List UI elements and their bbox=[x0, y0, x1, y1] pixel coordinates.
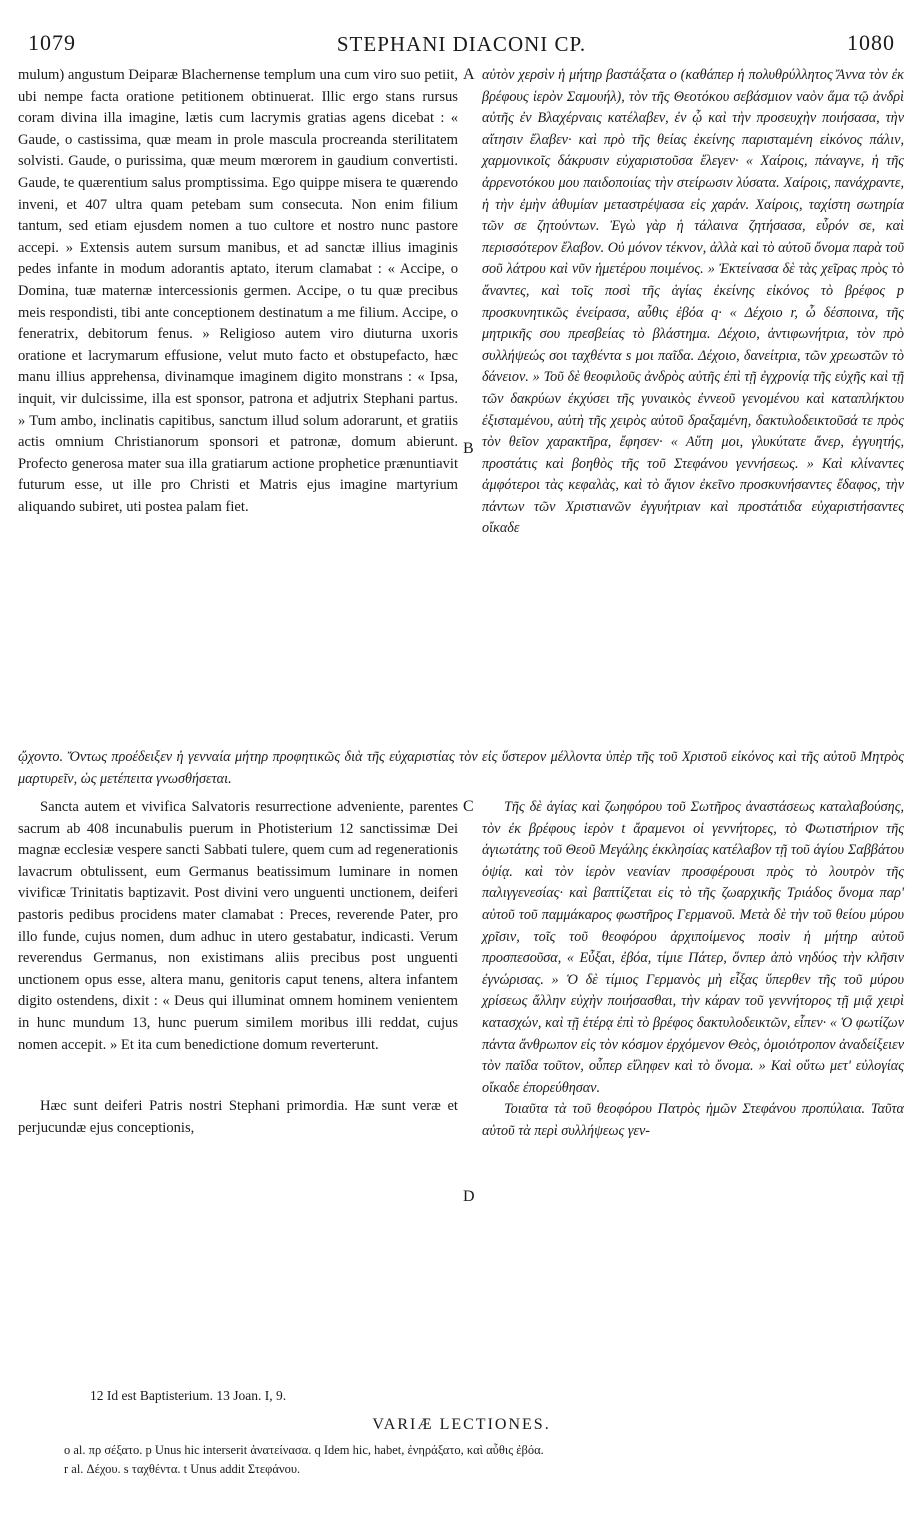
latin-column-top bbox=[18, 65, 458, 518]
greek-continuation-line: ᾤχοντο. Ὄντως προέδειξεν ἡ γενναία μήτηρ προφητικῶς διὰ τῆς εὐχαριστίας τὸν εἰς ὕστερον μέλλοντα ὑπὲρ τῆς τοῦ Χριστοῦ εἰκόνος καὶ τῆς αὐτοῦ Μητρὸς μαρτυρεῖν, ὡς μετέπειτα γνωσθήσεται. bbox=[18, 749, 904, 787]
margin-marker-a: A bbox=[463, 66, 475, 83]
greek-paragraph-2: Τῆς δὲ ἁγίας καὶ ζωηφόρου τοῦ Σωτῆρος ἀναστάσεως καταλαβούσης, τὸν ἐκ βρέφους ἱερὸν t ἄραμενοι οἱ γεννήτορες, τὸ Φωτιστήριον τῆς ἁγιωτάτης τοῦ Θεοῦ Μεγάλης ἐκκλησίας κατέλαβον τῇ τοῦ ἁγίου Σαββάτου ὀψίᾳ. καὶ τὸν ἱερὸν νεανίαν προσφέρουσι πρὸς τὸ λουτρὸν τῆς παλιγγενεσίας· καὶ βαπτίζεται εἰς τὸ τῆς ζωαρχικῆς Τριάδος ὄνομα παρ' αὐτοῦ τοῦ παμμάκαρος φωστῆρος Γερμανοῦ. Μετὰ δὲ τὴν τοῦ θείου μύρου χρῖσιν, τοῖς τοῦ θεοφόρου ἀρχιποίμενος ποσὶν ἡ μήτηρ αὐτοῦ προσπεσοῦσα, « Εὖξαι, ἐβόα, τίμιε Πάτερ, ὅνπερ ἀπὸ νηδύος τὴν κλῆσιν ἐγνώρισας. » Ὁ δὲ τίμιος Γερμανὸς μὴ εἶξας ὕπερθεν τῆς τοῦ μύρου χρίσεως ἄλλην εὐχὴν ποιήσασθαι, τὴν κάραν τοῦ γεννήτορος τῇ μιᾷ χειρὶ κατασχών, καὶ τῇ ἑτέρᾳ ἐπὶ τὸ βρέφος δακτυλοδεικτῶν, εἶπεν· « Ὁ φωτίζων πάντα ἄνθρωπον εἰς τὸν κόσμον ἐρχόμενον Θεὸς, ὁμοιότροπον ἀναδείξειεν τὸν παῖδα τοῦτον, οὗπερ εἴληφεν καὶ τὸ ὄνομα. » Καὶ οὕτω μετ' εὐλογίας οἴκαδε ἐπορεύθησαν. bbox=[482, 799, 904, 1096]
latin-paragraph-3: Hæc sunt deiferi Patris nostri Stephani primordia. Hæ sunt veræ et perjucundæ ejus conceptionis, bbox=[18, 1098, 458, 1136]
footnotes: 12 Id est Baptisterium. 13 Joan. I, 9. bbox=[90, 1388, 287, 1403]
greek-paragraph-3: Τοιαῦτα τὰ τοῦ θεοφόρου Πατρὸς ἡμῶν Στεφάνου προπύλαια. Ταῦτα αὐτοῦ τὰ περὶ συλλήψεως γεν- bbox=[482, 1101, 904, 1139]
page-number-right: 1080 bbox=[847, 30, 895, 55]
margin-marker-b: B bbox=[463, 440, 474, 457]
variae-line-2: r al. Δέχου. s ταχθέντα. t Unus addit Στεφάνου. bbox=[64, 1462, 301, 1476]
variae-line-1: o al. πρ σέξατο. p Unus hic interserit ἀνατείνασα. q Idem hic, habet, ἐνηράξατο, καὶ αὖθις ἐβόα. bbox=[64, 1443, 544, 1457]
margin-marker-d: D bbox=[463, 1188, 475, 1205]
latin-paragraph-1: mulum) angustum Deiparæ Blachernense templum una cum viro suo petiit, ubi nempe facta oratione petitionem obtinuerat. Illic ergo stans rursus coram divina illa imagine, lætis cum lacrymis gratias agens dicebat : « Gaude, o castissima, quæ meam in prole mascula procreanda sterilitatem solvisti. Gaude, o purissima, quæ meum mœrorem in gaudium convertisti. Gaude, te quærentium salus promptissima. Ego quippe misera te quærendo inveni, et 407 ultra quam petebam sum consecuta. Non enim filium tantum, sed etiam ejusdem nomen a tuo cultore et nostro nunc pastore accepi. » Extensis autem sursum manibus, et ad sanctæ illius imaginis pedes infante in modum adorantis aptato, iterum clamabat : « Accipe, o Domina, tuæ maternæ intercessionis germen. Accipe, o tu quæ precibus meis respondisti, tibi ante conceptionem destinatum a me filium. Accipe, o feneratrix, debitorum fenus. » Religioso autem viro diuturna uxoris oratione et lacrymarum effusione, velut muto facto et obstupefacto, hæc manu illius apprehensa, divinamque imaginem digito monstrans : « Ipsa, inquit, vir dulcissime, illa est sponsor, patrona et adjutrix Stephani partus. » Tum ambo, inclinatis capitibus, sanctum illud solum adorarunt, et gratiis actis omnium Christianorum sponsori et patronæ, domum abierunt. Profecto generosa mater sua illa gratiarum actione prophetice prænuntiavit futurum esse, ut ille pro Christi et Matris ejus imagine martyrium aliquando subiret, uti postea palam fiet. bbox=[18, 67, 458, 515]
latin-column-bottom bbox=[18, 797, 458, 1139]
page-number-left: 1079 bbox=[28, 30, 76, 55]
margin-marker-c: C bbox=[463, 798, 474, 815]
greek-column-top bbox=[482, 65, 904, 540]
latin-paragraph-2: Sancta autem et vivifica Salvatoris resurrectione adveniente, parentes sacrum ab 408 incunabulis puerum in Photisterium 12 sanctissimæ Dei magnæ ecclesiæ vespere sancti Sabbati tulere, quem cum ad regenerationis lavacrum obtulissent, eum Germanus beatissimum luminare in nomen vivificæ Trinitatis baptizavit. Post divini vero unguenti unctionem, deiferi pastoris pedibus procidens mater clamabat : Preces, reverende Pater, pro illo funde, cujus nomen, dum adhuc in utero gestabatur, indicasti. Verum reverendus Germanus, non existimans aliis precibus post unguenti unctionem opus esse, altera manu, genitoris caput tenens, altera infantem digito ostendens, dixit : « Deus qui illuminat omnem hominem venientem in hunc mundum 13, hunc puerum similem moribus illi reddat, cujus nomen accepit. » Et ita cum benedictione domum reverterunt. bbox=[18, 799, 458, 1053]
variae-lectiones-heading: VARIÆ LECTIONES. bbox=[372, 1416, 551, 1433]
greek-column-bottom bbox=[482, 797, 904, 1143]
greek-paragraph-1: αὐτὸν χερσὶν ἡ μήτηρ βαστάξατα ο (καθάπερ ἡ πολυθρύλλητος Ἄννα τὸν ἐκ βρέφους ἱερὸν Σαμουήλ), τὸν τῆς Θεοτόκου σεβάσμιον ναὸν ἅμα τῷ ἀνδρὶ αὐτῆς ἐν Βλαχέρναις κατέλαβεν, ἐν ᾧ καὶ τὴν προσευχὴν ποιήσασα, τὴν αἴτησιν ἔλαβεν· καὶ πρὸ τῆς θείας ἐκείνης παρισταμένη εἰκόνος πάλιν, χαρμονικοῖς δάκρυσιν εὐχαριστοῦσα ἔλεγεν· « Χαίροις, πάναγνε, ἡ τῆς ἀρρενοτόκου μου παιδοποιίας τὴν στείρωσιν λύσατα. Χαίροις, πανάχραντε, ἡ τὴν ἐμὴν ἀθυμίαν μεταστρέψασα εἰς χαράν. Χαίροις, ταχίστη σωτηρία τῶν σε ζητούντων. Ἐγὼ γὰρ ἡ τάλαινα ζητήσασα, εὗρόν σε, καὶ περισσότερον ἔλαβον. Οὐ μόνον τέκνον, ἀλλὰ καὶ τὸ αὐτοῦ ὄνομα παρὰ τοῦ σοῦ λάτρου καὶ νῦν ἡμετέρου ποιμένος. » Ἐκτείνασα δὲ τὰς χεῖρας πρὸς τὸ ἄναντες, καὶ τοῖς ποσὶ τῆς ἁγίας ἐκείνης εἰκόνος τὸ βρέφος p προσκυνητικῶς ἐνείρασα, αὖθις ἐβόα q· « Δέχοιο r, ὦ δέσποινα, τῆς μητρικῆς σου πρεσβείας τὸ βλάστημα. Δέχοιο, ἀντιφωνήτρια, τὸν πρὸ συλλήψεώς σοι ταχθέντα s μοι παῖδα. Δέχοιο, δανείτρια, τῶν χρεωστῶν τὸ δάνειον. » Τοῦ δὲ θεοφιλοῦς ἀνδρὸς αὐτῆς ἐπὶ τῇ ἐγχρονίᾳ τῆς εὐχῆς καὶ τῇ τῶν δακρύων ἐκχύσει τῆς γυναικὸς ἐννεοῦ γενομένου καὶ καταπλήκτου ἐξισταμένου, αὐτὴ τῆς χειρὸς αὐτοῦ δραξαμένη, δακτυλοδεικτοῦσά τε πρὸς τὸν θεῖον χαρακτῆρα, ἔφησεν· « Αὕτη μοι, γλυκύτατε ἄνερ, ἐγγυητής, προστάτις καὶ βοηθὸς τῆς τοῦ Στεφάνου γεννήσεως. » Καὶ κλίναντες ἀμφότεροι τὰς κεφαλὰς, καὶ τὸ ἅγιον ἐκεῖνο προσκυνήσαντες ἔδαφος, τὴν πάντων τῶν Χριστιανῶν ἐγγυήτριαν καὶ προστάτιδα εὐχαριστήσαντες οἴκαδε bbox=[482, 67, 904, 537]
running-header bbox=[28, 30, 895, 60]
running-title: STEPHANI DIACONI CP. bbox=[336, 32, 587, 56]
